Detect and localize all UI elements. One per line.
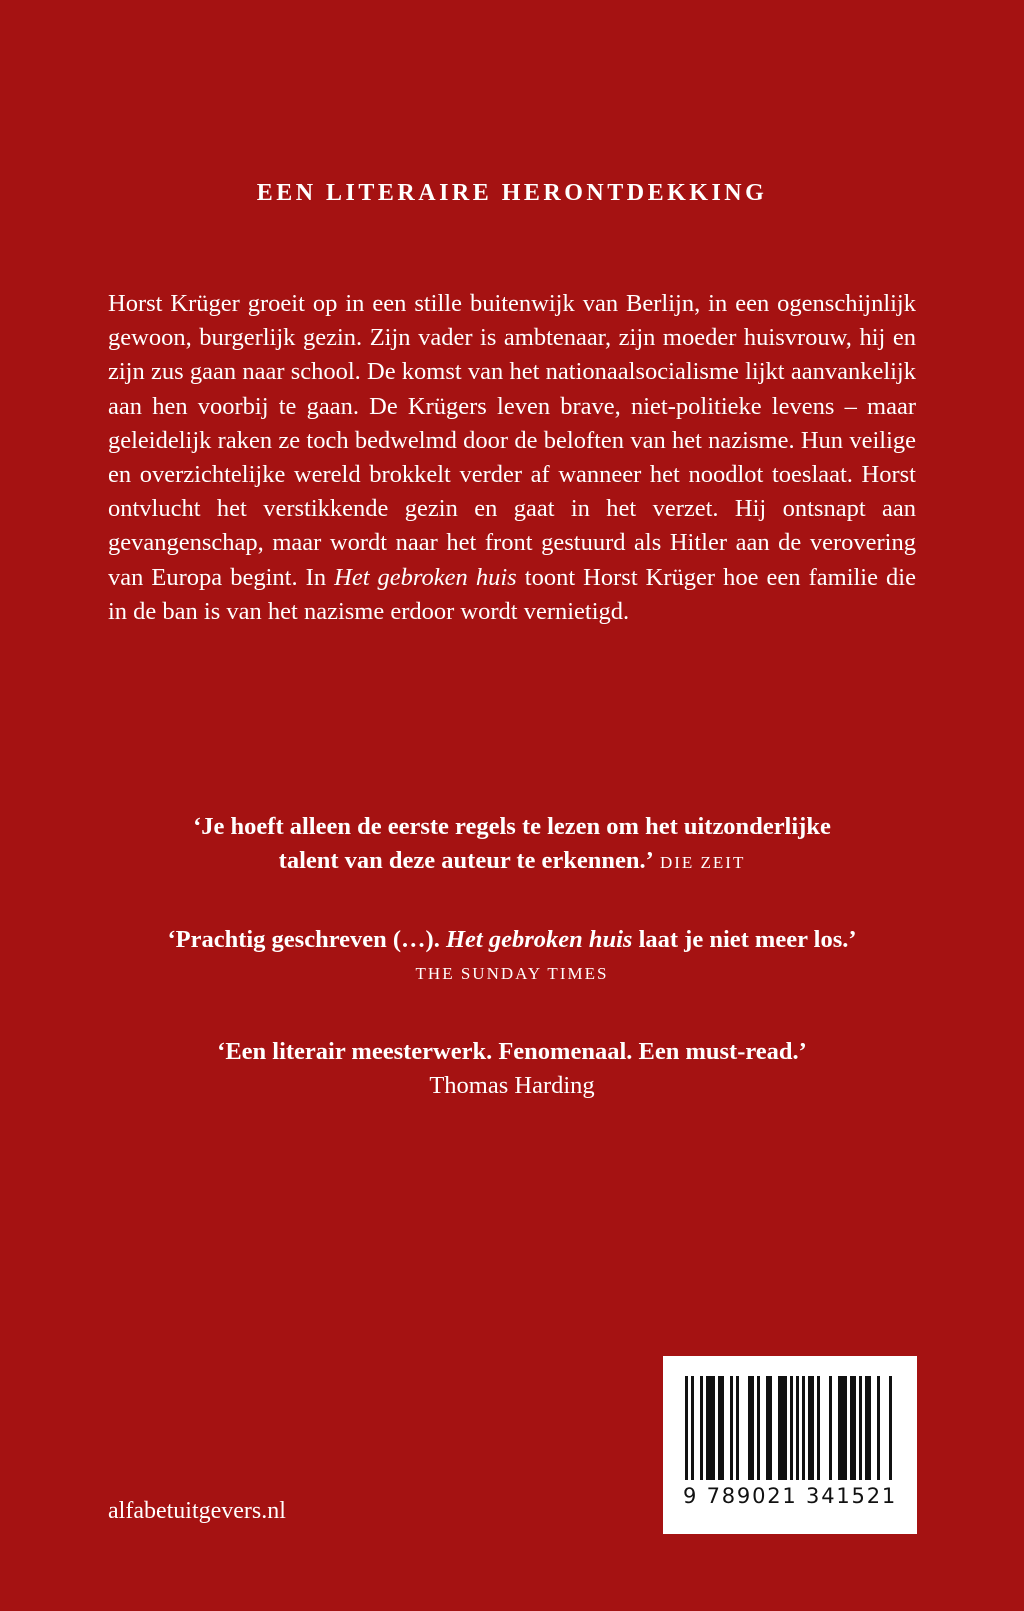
quote-text [0, 923, 1024, 957]
barcode-bar [736, 1376, 739, 1480]
quote-text-post: laat je niet meer los.’ [632, 926, 857, 953]
quote-source: DIE ZEIT [659, 853, 746, 872]
quote-source: THE SUNDAY TIMES [415, 964, 609, 983]
barcode-bar [859, 1376, 862, 1480]
barcode-bar [706, 1376, 715, 1480]
barcode-bar [790, 1376, 793, 1480]
barcode-bar [808, 1376, 814, 1480]
quote-source: Thomas Harding [429, 1072, 595, 1099]
barcode-bar [757, 1376, 760, 1480]
publisher-website: alfabetuitgevers.nl [108, 1498, 286, 1524]
barcode-bar [700, 1376, 703, 1480]
barcode-bar [730, 1376, 733, 1480]
blurb-book-title: Het gebroken huis [334, 563, 517, 591]
isbn-digits: 9 789021 341521 [682, 1484, 898, 1508]
barcode-bar [877, 1376, 880, 1480]
isbn-barcode [663, 1356, 917, 1534]
blurb-paragraph [108, 287, 916, 629]
barcode-bar [778, 1376, 787, 1480]
quote-line-1: ‘Je hoeft alleen de eerste regels te lezen om het uitzonderlijke [193, 813, 831, 840]
blurb-text-part2: toont Horst Krüger hoe een familie die in de ban is van het nazisme erdoor wordt vernietigd. [108, 563, 916, 625]
barcode-bar [838, 1376, 847, 1480]
review-quote-die-zeit [0, 810, 1024, 880]
barcode-bar [865, 1376, 871, 1480]
barcode-bar [718, 1376, 724, 1480]
barcode-bar [829, 1376, 832, 1480]
review-quote-sunday-times [0, 923, 1024, 991]
quote-line-2: talent van deze auteur te erkennen.’ [278, 847, 654, 874]
barcode-bar [748, 1376, 754, 1480]
blurb-text-part1: Horst Krüger groeit op in een stille buitenwijk van Berlijn, in een ogenschijnlijk gewoon, burgerlijk gezin. Zijn vader is ambtenaar, zijn moeder huisvrouw, hij en zijn zus gaan naar school. De komst van het nationaalsocialisme lijkt aanvankelijk aan hen voorbij te gaan. De Krügers leven brave, niet-politieke levens – maar geleidelijk raken ze toch bedwelmd door de beloften van het nazisme. Hun veilige en overzichtelijke wereld brokkelt verder af wanneer het noodlot toeslaat. Horst ontvlucht het verstikkende gezin en gaat in het verzet. Hij ontsnapt aan gevangenschap, maar wordt naar het front gestuurd als Hitler aan de verovering van Europa begint. In [108, 290, 916, 591]
barcode-bar [889, 1376, 892, 1480]
barcode-bar [850, 1376, 856, 1480]
quote-text: ‘Een literair meesterwerk. Fenomenaal. Een must-read.’ [217, 1038, 807, 1065]
barcode-bar [766, 1376, 772, 1480]
barcode-bar [802, 1376, 805, 1480]
barcode-bar [796, 1376, 799, 1480]
quote-book-title: Het gebroken huis [445, 926, 633, 953]
barcode-bar [817, 1376, 820, 1480]
quote-text-pre: ‘Prachtig geschreven (…). [167, 926, 446, 953]
barcode-bar [691, 1376, 694, 1480]
section-headline: EEN LITERAIRE HERONTDEKKING [256, 180, 768, 206]
review-quote-thomas-harding [0, 1035, 1024, 1103]
barcode-bar [685, 1376, 688, 1480]
barcode-bars [683, 1376, 897, 1480]
book-blurb [108, 287, 916, 629]
